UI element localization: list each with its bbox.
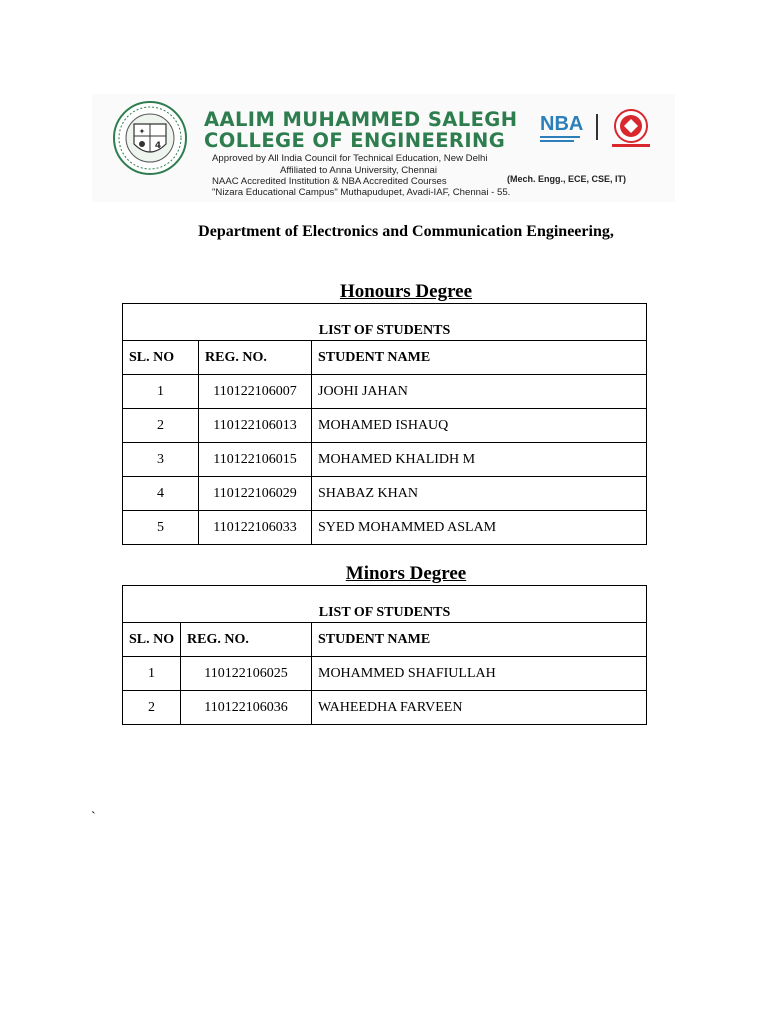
table-row [123,477,647,511]
student-name-cell: WAHEEDHA FARVEEN [312,691,647,725]
campus-address: "Nizara Educational Campus" Muthapudupet, Avadi-IAF, Chennai - 55. [212,187,511,198]
nba-logo-text: NBA [540,113,584,135]
college-letterhead [92,94,675,202]
table-header-row [123,341,647,375]
svg-text:✦: ✦ [138,127,146,136]
sl-no-cell: 1 [123,375,199,409]
column-header-reg-no: REG. NO. [181,623,312,657]
table-caption-row [123,304,647,341]
sl-no-cell: 2 [123,691,181,725]
affiliation-text: Affiliated to Anna University, Chennai [280,165,437,176]
naac-logo-icon [606,108,656,150]
table-row [123,409,647,443]
reg-no-cell: 110122106029 [199,477,312,511]
table-row [123,657,647,691]
student-name-cell: MOHAMED ISHAUQ [312,409,647,443]
reg-no-cell: 110122106013 [199,409,312,443]
column-header-reg-no: REG. NO. [199,341,312,375]
reg-no-cell: 110122106025 [181,657,312,691]
logo-divider [596,114,598,140]
sl-no-cell: 4 [123,477,199,511]
college-name-line2: COLLEGE OF ENGINEERING [204,129,506,152]
svg-text:4: 4 [154,141,162,151]
column-header-sl-no: SL. NO [123,623,181,657]
stray-mark: ` [91,810,96,825]
accredited-courses: (Mech. Engg., ECE, CSE, IT) [507,174,627,184]
student-name-cell: SYED MOHAMMED ASLAM [312,511,647,545]
table-row [123,443,647,477]
student-name-cell: SHABAZ KHAN [312,477,647,511]
table-caption: LIST OF STUDENTS [123,586,647,623]
table-row [123,691,647,725]
department-heading: Department of Electronics and Communication Engineering, [198,223,614,240]
reg-no-cell: 110122106007 [199,375,312,409]
sl-no-cell: 2 [123,409,199,443]
column-header-student-name: STUDENT NAME [312,341,647,375]
reg-no-cell: 110122106015 [199,443,312,477]
table-header-row [123,623,647,657]
student-name-cell: MOHAMED KHALIDH M [312,443,647,477]
college-name-line1: AALIM MUHAMMED SALEGH [204,108,518,131]
table-row [123,511,647,545]
table-caption-row [123,586,647,623]
student-name-cell: JOOHI JAHAN [312,375,647,409]
approval-text: Approved by All India Council for Technical Education, New Delhi [212,153,488,164]
honours-student-table [122,303,647,545]
table-row [123,375,647,409]
reg-no-cell: 110122106036 [181,691,312,725]
college-seal-icon [112,100,188,176]
student-name-cell: MOHAMMED SHAFIULLAH [312,657,647,691]
table-caption: LIST OF STUDENTS [123,304,647,341]
accreditation-text: NAAC Accredited Institution & NBA Accredited Courses [212,176,447,187]
sl-no-cell: 1 [123,657,181,691]
sl-no-cell: 5 [123,511,199,545]
minors-student-table [122,585,647,725]
minors-degree-title: Minors Degree [345,563,467,584]
sl-no-cell: 3 [123,443,199,477]
nba-logo-icon [540,108,590,148]
honours-degree-title: Honours Degree [339,281,473,302]
reg-no-cell: 110122106033 [199,511,312,545]
column-header-student-name: STUDENT NAME [312,623,647,657]
column-header-sl-no: SL. NO [123,341,199,375]
